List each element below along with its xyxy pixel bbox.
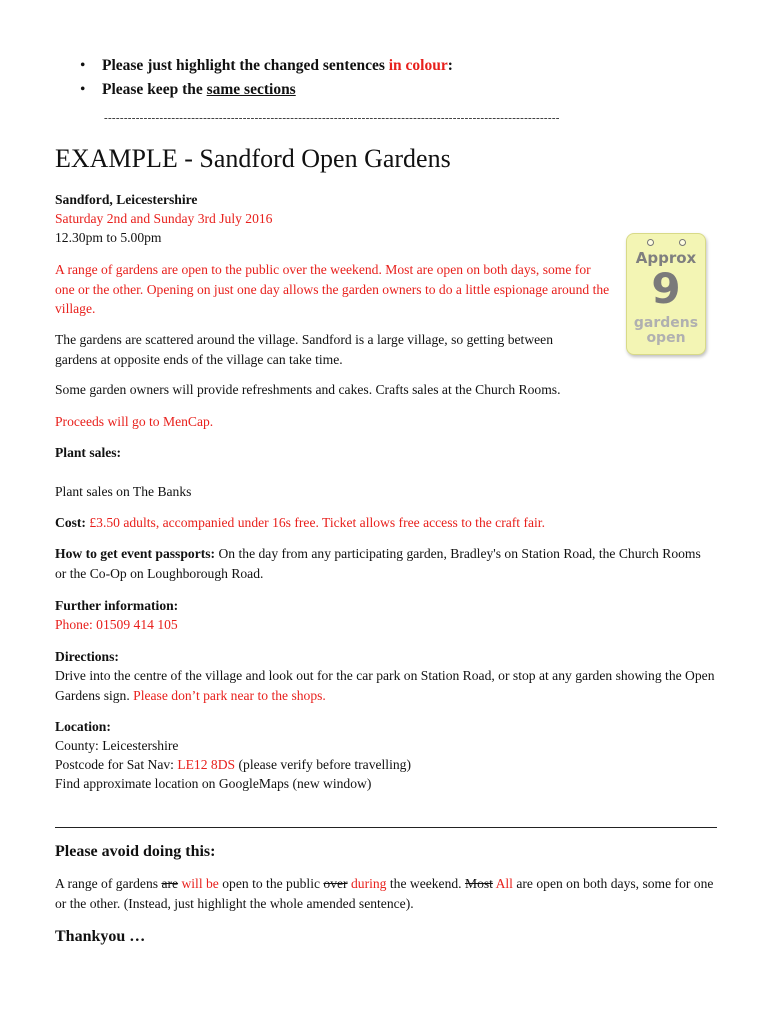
passports-paragraph xyxy=(55,544,705,583)
postcode-line xyxy=(55,755,411,775)
event-dates: Saturday 2nd and Sunday 3rd July 2016 xyxy=(55,211,273,226)
inserted-word: will be xyxy=(178,876,219,891)
gardens-open-badge xyxy=(626,233,706,355)
thankyou-heading: Thankyou … xyxy=(55,928,146,945)
instruction-list xyxy=(80,54,453,102)
plant-sales-text: Plant sales on The Banks xyxy=(55,484,192,499)
bullet-icon: • xyxy=(80,57,86,74)
phone-number: Phone: 01509 414 105 xyxy=(55,617,178,632)
event-location: Sandford, Leicestershire xyxy=(55,192,198,207)
struck-word: Most xyxy=(464,876,493,891)
directions-red-text: Please don’t park near to the shops. xyxy=(133,687,326,703)
postcode-value: LE12 8DS xyxy=(177,757,236,772)
directions-paragraph xyxy=(55,666,715,705)
directions-heading: Directions: xyxy=(55,649,119,664)
refreshments-paragraph: Some garden owners will provide refreshments and cakes. Crafts sales at the Church Rooms. xyxy=(55,382,561,397)
ring-icon xyxy=(679,239,686,246)
ring-icon xyxy=(647,239,654,246)
bullet-icon: • xyxy=(80,81,86,98)
intro-paragraph: A range of gardens are open to the public over the weekend. Most are open on both days, some for one or the other. Opening on just one day allows the garden owners to do a little espionage around the village. xyxy=(55,262,610,316)
dashed-divider: ------------------------------------------------------------------------------------------------------------------- xyxy=(104,112,560,124)
badge-gardens-open: gardens open xyxy=(633,315,699,346)
instruction-suffix: : xyxy=(447,57,453,74)
event-times: 12.30pm to 5.00pm xyxy=(55,230,162,245)
proceeds-paragraph: Proceeds will go to MenCap. xyxy=(55,414,214,429)
instruction-red-text: in colour xyxy=(388,57,448,74)
instruction-underlined-text: same sections xyxy=(206,81,296,98)
instruction-text: Please keep the xyxy=(102,81,207,98)
google-maps-link[interactable]: Find approximate location on GoogleMaps (new window) xyxy=(55,776,372,791)
inserted-word: during xyxy=(347,876,387,891)
scattered-paragraph: The gardens are scattered around the village. Sandford is a large village, so getting between gardens at opposite ends of the village can take time. xyxy=(55,332,554,367)
avoid-heading: Please avoid doing this: xyxy=(55,843,216,860)
postcode-suffix: (please verify before travelling) xyxy=(235,757,411,772)
instruction-sections xyxy=(80,78,453,102)
passports-label: How to get event passports: xyxy=(55,546,216,561)
cost-line xyxy=(55,513,735,533)
struck-word: are xyxy=(161,876,179,891)
passports-text: On the day from any participating garden, Bradley's on Station Road, the Church Rooms or the Co-Op on Loughborough Road. xyxy=(55,546,701,581)
location-heading: Location: xyxy=(55,719,111,734)
instruction-highlight xyxy=(80,54,453,78)
instruction-text: Please just highlight the changed sentences xyxy=(102,57,389,74)
directions-text: Drive into the centre of the village and look out for the car park on Station Road, or stop at any garden showing the Open Gardens sign. xyxy=(55,668,715,703)
avoid-example-paragraph: A range of gardens are will be open to the public over during the weekend. Most All are open on both days, some for one or the other. (Instead, just highlight the whole amended sentence). xyxy=(55,876,714,911)
county-line: County: Leicestershire xyxy=(55,738,179,753)
postcode-prefix: Postcode for Sat Nav: xyxy=(55,757,178,772)
further-info-heading: Further information: xyxy=(55,598,179,613)
inserted-word: All xyxy=(492,876,513,891)
page-title: EXAMPLE - Sandford Open Gardens xyxy=(55,144,451,173)
badge-count: 9 xyxy=(651,264,681,313)
cost-text: £3.50 adults, accompanied under 16s free. Ticket allows free access to the craft fair. xyxy=(85,515,545,530)
plant-sales-heading: Plant sales: xyxy=(55,445,122,460)
badge-approx: Approx xyxy=(635,249,697,267)
section-divider xyxy=(55,827,717,828)
struck-word: over xyxy=(323,876,348,891)
cost-label: Cost: xyxy=(55,515,86,530)
